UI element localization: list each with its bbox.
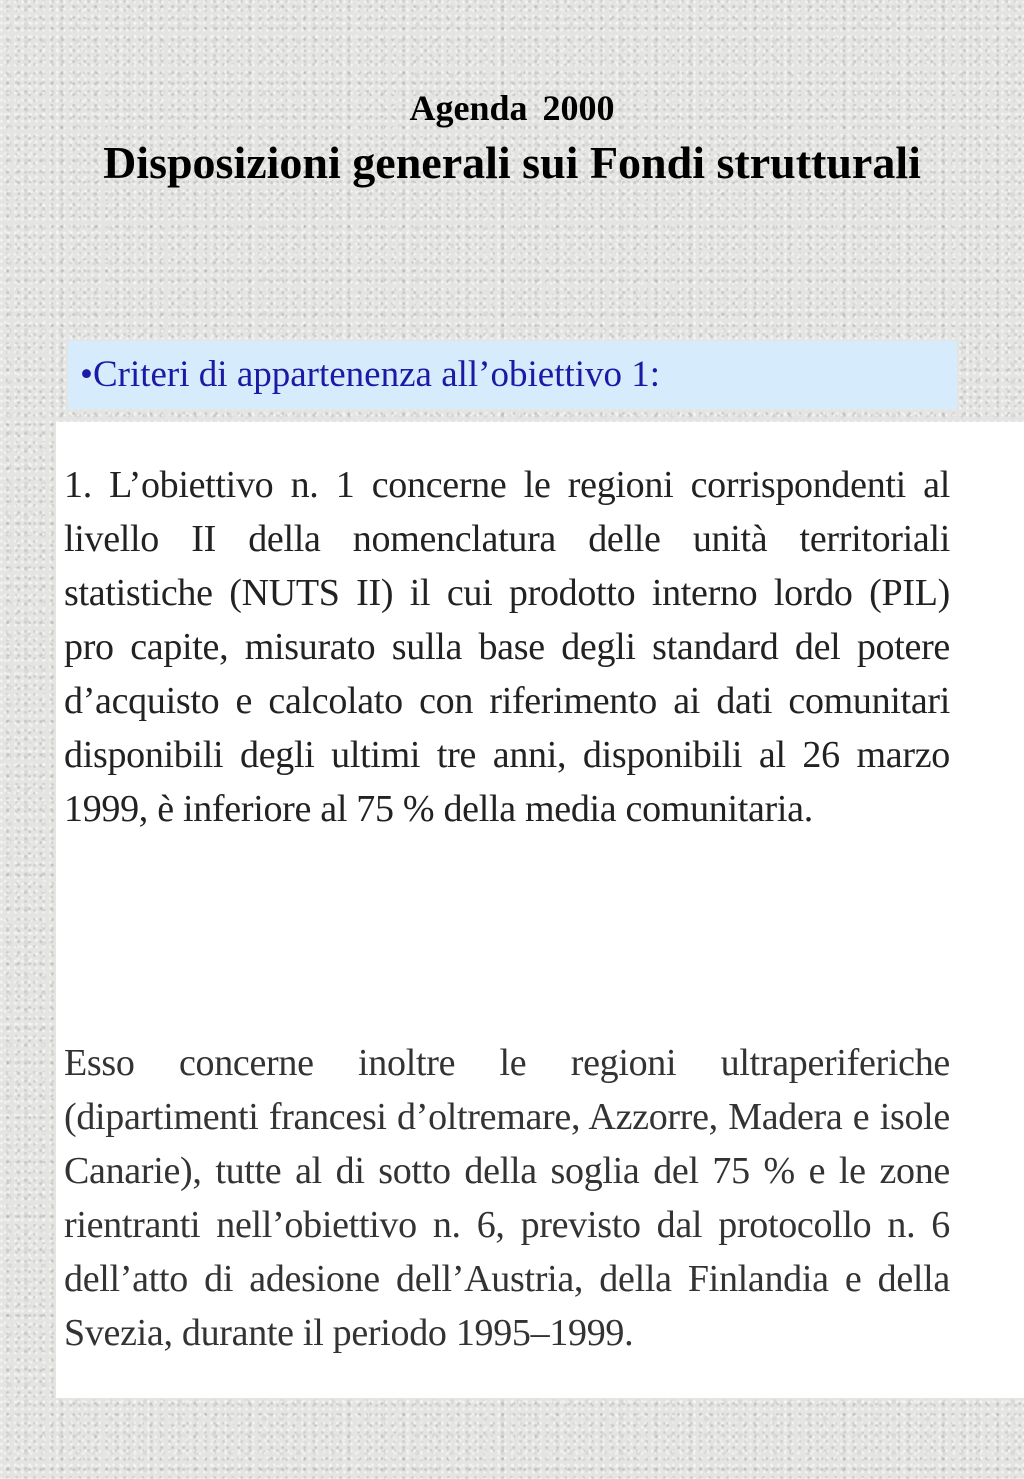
scanned-document bbox=[56, 422, 1024, 1398]
document-paragraph-2: Esso concerne inoltre le regioni ultraperiferiche (dipartimenti francesi d’oltremare, Azzorre, Madera e isole Canarie), tutte al di sotto della soglia del 75 % e le zone rientranti nell’obiettivo n. 6, previsto dal protocollo n. 6 dell’atto di adesione dell’Austria, della Finlandia e della Svezia, durante il periodo 1995–1999. bbox=[64, 1042, 950, 1354]
document-paragraph-1: 1. L’obiettivo n. 1 concerne le regioni corrispondenti al livello II della nomenclatura delle unità territoriali statistiche (NUTS II) il cui prodotto interno lordo (PIL) pro capite, misurato sulla base degli standard del potere d’acquisto e calcolato con riferimento ai dati comunitari disponibili degli ultimi tre anni, disponibili al 26 marzo 1999, è inferiore al 75 % della media comunitaria. bbox=[64, 464, 950, 830]
agenda-title: Agenda 2000 bbox=[409, 88, 615, 128]
criteria-label: •Criteri di appartenenza all’obiettivo 1: bbox=[80, 354, 661, 395]
criteria-box bbox=[68, 341, 957, 409]
slide-header bbox=[0, 86, 1024, 192]
page-title: Disposizioni generali sui Fondi strutturali bbox=[103, 137, 921, 188]
